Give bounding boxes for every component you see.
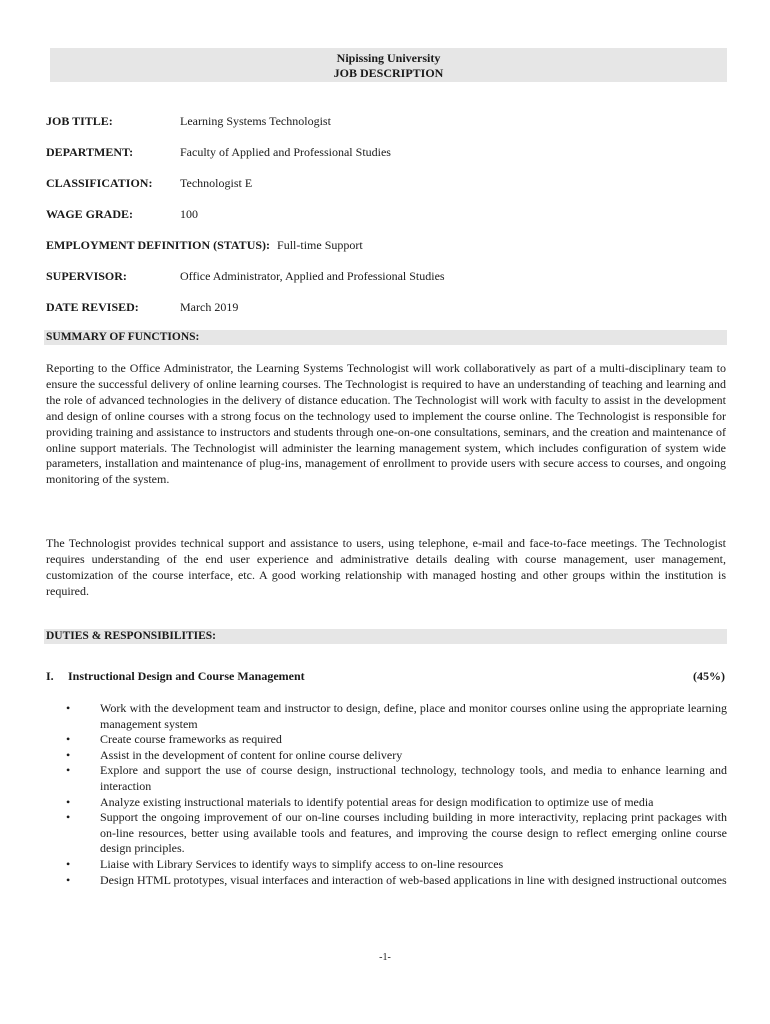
- duties-heading: DUTIES & RESPONSIBILITIES:: [44, 629, 727, 644]
- list-item: • Create course frameworks as required: [62, 732, 727, 748]
- field-value: 100: [180, 207, 198, 221]
- list-item: • Explore and support the use of course design, instructional technology, technology tools, and media to enhance learning and interaction: [62, 763, 727, 794]
- field-label: CLASSIFICATION:: [46, 176, 153, 190]
- list-item: • Work with the development team and instructor to design, define, place and monitor courses online using the appropriate learning management system: [62, 701, 727, 732]
- duty-section-percent: (45%): [693, 669, 725, 683]
- field-value: Office Administrator, Applied and Professional Studies: [180, 269, 445, 283]
- document-header: [50, 48, 727, 82]
- duty-bullet-list: [62, 701, 727, 888]
- page-number: -1-: [379, 952, 391, 963]
- summary-heading: SUMMARY OF FUNCTIONS:: [44, 330, 727, 345]
- list-item: • Assist in the development of content for online course delivery: [62, 748, 727, 764]
- summary-paragraph: Reporting to the Office Administrator, the Learning Systems Technologist will work collaboratively as part of a multi-disciplinary team to ensure the successful delivery of online learning courses. The Technologist is required to have an understanding of teaching and learning and the role of advanced technologies in the delivery of distance education. The Technologist will work with faculty to assist in the development and design of online courses with a strong focus on the technology used to implement the course online. The Technologist is responsible for providing training and assistance to instructors and students through one-on-one consultations, seminars, and the creation and maintenance of online support materials. The Technologist will administer the learning management system, which includes configuration of system wide parameters, installation and maintenance of plug-ins, management of enrollment to provide users with secure access to courses, and ongoing monitoring of the system.: [46, 361, 726, 487]
- field-label: WAGE GRADE:: [46, 207, 134, 221]
- field-value: Learning Systems Technologist: [180, 114, 331, 128]
- field-value: March 2019: [180, 300, 239, 314]
- duty-section-number: I.: [46, 669, 54, 683]
- duty-section-title: Instructional Design and Course Management: [68, 669, 305, 683]
- list-item: • Support the ongoing improvement of our on-line courses including building in more interactivity, replacing print packages with on-line resources, better using available tools and features, and improving the course design to reflect emerging online course design principles.: [62, 810, 727, 857]
- list-item: • Liaise with Library Services to identify ways to simplify access to on-line resources: [62, 857, 727, 873]
- field-value: Faculty of Applied and Professional Studies: [180, 145, 391, 159]
- document-title: JOB DESCRIPTION: [333, 66, 444, 80]
- field-value: Technologist E: [180, 176, 253, 190]
- list-item: • Design HTML prototypes, visual interfaces and interaction of web-based applications in line with designed instructional outcomes: [62, 873, 727, 889]
- list-item: • Analyze existing instructional materials to identify potential areas for design modification to optimize use of media: [62, 795, 727, 811]
- summary-paragraph: The Technologist provides technical support and assistance to users, using telephone, e-mail and face-to-face meetings. The Technologist requires understanding of the end user experience and administrative details dealing with course management, user management, customization of the course interface, etc. A good working relationship with managed hosting and other groups within the institution is required.: [46, 536, 726, 598]
- field-label: DATE REVISED:: [46, 300, 139, 314]
- field-label: DEPARTMENT:: [46, 145, 134, 159]
- field-label: SUPERVISOR:: [46, 269, 127, 283]
- institution-name: Nipissing University: [336, 51, 441, 65]
- field-employment-definition: [46, 238, 363, 252]
- field-label: JOB TITLE:: [46, 114, 113, 128]
- field-label: EMPLOYMENT DEFINITION (STATUS):: [46, 238, 271, 252]
- field-value: Full-time Support: [277, 238, 363, 252]
